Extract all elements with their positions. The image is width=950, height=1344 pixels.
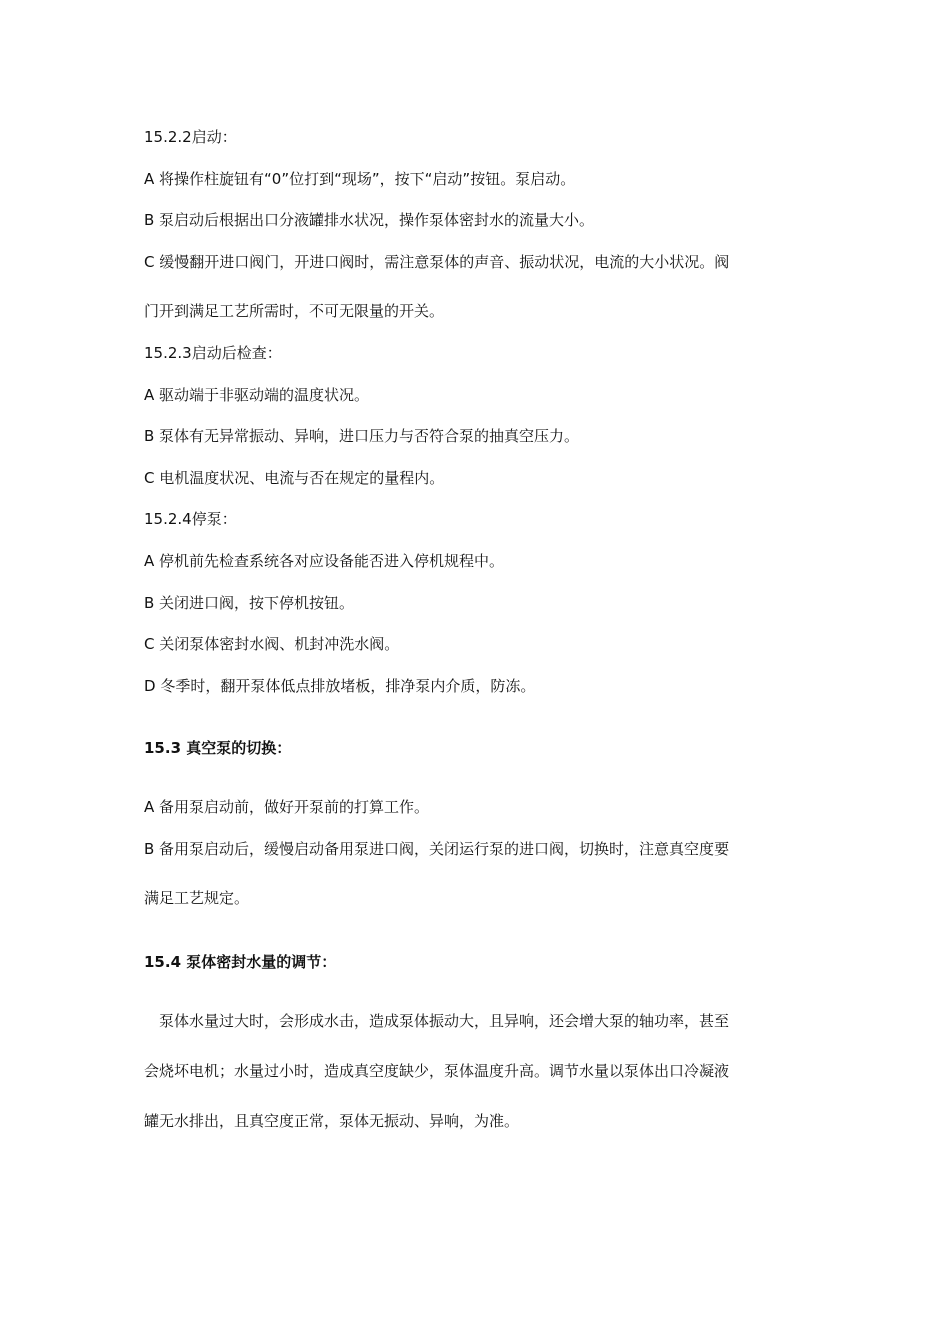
section-15-2-4-title: 15.2.4停泵： xyxy=(144,510,237,528)
section-15-3-heading: 15.3 真空泵的切换： xyxy=(144,739,292,757)
step-15-2-2-c-line2: 门开到满足工艺所需时，不可无限量的开关。 xyxy=(144,302,445,320)
paragraph-15-4-line3: 罐无水排出，且真空度正常，泵体无振动、异响，为准。 xyxy=(144,1112,520,1130)
step-15-3-b-line2: 满足工艺规定。 xyxy=(144,889,250,907)
step-15-2-3-a: A 驱动端于非驱动端的温度状况。 xyxy=(144,386,370,404)
step-15-2-2-b: B 泵启动后根据出口分液罐排水状况，操作泵体密封水的流量大小。 xyxy=(144,211,595,229)
step-15-2-4-a: A 停机前先检查系统各对应设备能否进入停机规程中。 xyxy=(144,552,505,570)
step-15-2-4-d: D 冬季时，翻开泵体低点排放堵板，排净泵内介质，防冻。 xyxy=(144,677,536,695)
step-15-2-4-b: B 关闭进口阀，按下停机按钮。 xyxy=(144,594,355,612)
section-15-4-heading: 15.4 泵体密封水量的调节： xyxy=(144,953,337,971)
step-15-3-b-line1: B 备用泵启动后，缓慢启动备用泵进口阀，关闭运行泵的进口阀，切换时，注意真空度要 xyxy=(144,840,730,858)
paragraph-15-4-line1: 泵体水量过大时，会形成水击，造成泵体振动大，且异响，还会增大泵的轴功率，甚至 xyxy=(144,1012,730,1030)
paragraph-15-4-line2: 会烧坏电机；水量过小时，造成真空度缺少，泵体温度升高。调节水量以泵体出口冷凝液 xyxy=(144,1062,730,1080)
step-15-2-3-b: B 泵体有无异常振动、异响，进口压力与否符合泵的抽真空压力。 xyxy=(144,427,580,445)
section-15-2-3-title: 15.2.3启动后检查： xyxy=(144,344,282,362)
section-15-2-2-title: 15.2.2启动： xyxy=(144,128,237,146)
step-15-2-4-c: C 关闭泵体密封水阀、机封冲洗水阀。 xyxy=(144,635,400,653)
step-15-2-3-c: C 电机温度状况、电流与否在规定的量程内。 xyxy=(144,469,445,487)
step-15-2-2-a: A 将操作柱旋钮有“0”位打到“现场”，按下“启动”按钮。泵启动。 xyxy=(144,170,576,188)
step-15-2-2-c-line1: C 缓慢翻开进口阀门，开进口阀时，需注意泵体的声音、振动状况，电流的大小状况。阀 xyxy=(144,253,730,271)
step-15-3-a: A 备用泵启动前，做好开泵前的打算工作。 xyxy=(144,798,430,816)
